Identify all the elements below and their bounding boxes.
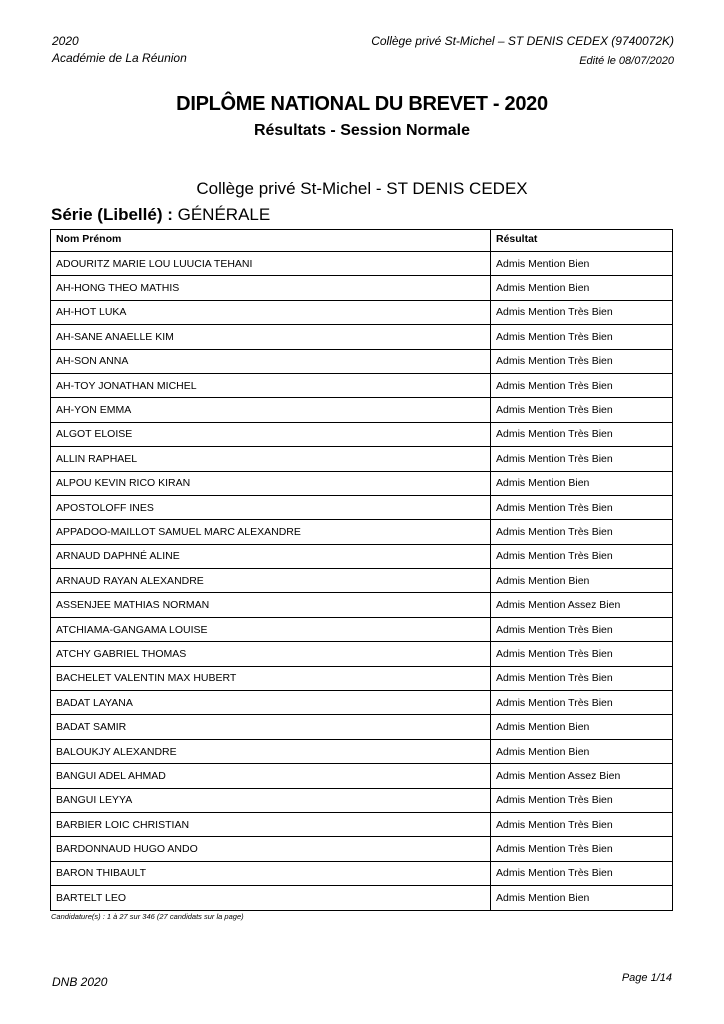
header-right <box>371 33 674 70</box>
candidate-result: Admis Mention Très Bien <box>491 422 673 446</box>
table-row <box>51 252 673 276</box>
results-table-body <box>51 252 673 911</box>
candidate-name: AH-SANE ANAELLE KIM <box>51 325 491 349</box>
candidate-result: Admis Mention Très Bien <box>491 812 673 836</box>
candidate-result: Admis Mention Bien <box>491 471 673 495</box>
candidate-result: Admis Mention Très Bien <box>491 788 673 812</box>
table-row <box>51 471 673 495</box>
candidate-result: Admis Mention Assez Bien <box>491 764 673 788</box>
table-row <box>51 788 673 812</box>
results-table <box>50 229 673 911</box>
table-row <box>51 886 673 910</box>
header-edited-date: Edité le 08/07/2020 <box>579 55 674 67</box>
candidate-name: ATCHIAMA-GANGAMA LOUISE <box>51 617 491 641</box>
candidate-name: ALLIN RAPHAEL <box>51 447 491 471</box>
table-row <box>51 666 673 690</box>
school-name: Collège privé St-Michel - ST DENIS CEDEX <box>196 179 528 198</box>
candidate-name: ARNAUD RAYAN ALEXANDRE <box>51 569 491 593</box>
table-row <box>51 373 673 397</box>
candidate-name: ARNAUD DAPHNÉ ALINE <box>51 544 491 568</box>
candidate-name: APOSTOLOFF INES <box>51 495 491 519</box>
serie-value: GÉNÉRALE <box>177 205 271 224</box>
table-row <box>51 495 673 519</box>
table-row <box>51 569 673 593</box>
candidate-result: Admis Mention Très Bien <box>491 691 673 715</box>
candidates-footnote: Candidature(s) : 1 à 27 sur 346 (27 candidats sur la page) <box>51 912 244 921</box>
candidate-result: Admis Mention Bien <box>491 276 673 300</box>
table-row <box>51 422 673 446</box>
table-row <box>51 837 673 861</box>
candidate-result: Admis Mention Très Bien <box>491 617 673 641</box>
page-title: DIPLÔME NATIONAL DU BREVET - 2020 <box>176 93 548 115</box>
table-row <box>51 276 673 300</box>
candidate-result: Admis Mention Très Bien <box>491 520 673 544</box>
candidate-result: Admis Mention Assez Bien <box>491 593 673 617</box>
candidate-name: BARTELT LEO <box>51 886 491 910</box>
table-row <box>51 812 673 836</box>
candidate-result: Admis Mention Bien <box>491 739 673 763</box>
candidate-result: Admis Mention Très Bien <box>491 398 673 422</box>
candidate-name: AH-HOT LUKA <box>51 300 491 324</box>
candidate-result: Admis Mention Très Bien <box>491 349 673 373</box>
header-school-code: Collège privé St-Michel – ST DENIS CEDEX (9740072K) <box>371 34 674 48</box>
candidate-name: BACHELET VALENTIN MAX HUBERT <box>51 666 491 690</box>
table-row <box>51 520 673 544</box>
candidate-name: ALPOU KEVIN RICO KIRAN <box>51 471 491 495</box>
table-row <box>51 398 673 422</box>
candidate-name: BARBIER LOIC CHRISTIAN <box>51 812 491 836</box>
candidate-name: ALGOT ELOISE <box>51 422 491 446</box>
column-header-result: Résultat <box>491 230 673 252</box>
candidate-name: AH-SON ANNA <box>51 349 491 373</box>
table-header-row <box>51 230 673 252</box>
candidate-name: BARON THIBAULT <box>51 861 491 885</box>
candidate-result: Admis Mention Très Bien <box>491 544 673 568</box>
candidate-name: ADOURITZ MARIE LOU LUUCIA TEHANI <box>51 252 491 276</box>
candidate-result: Admis Mention Très Bien <box>491 300 673 324</box>
candidate-result: Admis Mention Bien <box>491 886 673 910</box>
candidate-name: ASSENJEE MATHIAS NORMAN <box>51 593 491 617</box>
table-row <box>51 739 673 763</box>
table-row <box>51 617 673 641</box>
table-row <box>51 544 673 568</box>
candidate-result: Admis Mention Bien <box>491 569 673 593</box>
table-row <box>51 715 673 739</box>
column-header-name: Nom Prénom <box>51 230 491 252</box>
page-number: Page 1/14 <box>621 972 672 984</box>
candidate-result: Admis Mention Très Bien <box>491 373 673 397</box>
table-row <box>51 300 673 324</box>
serie-label: Série (Libellé) : <box>51 205 173 224</box>
candidate-result: Admis Mention Très Bien <box>491 325 673 349</box>
table-row <box>51 447 673 471</box>
header-academy: Académie de La Réunion <box>52 51 187 65</box>
candidate-name: BADAT SAMIR <box>51 715 491 739</box>
candidate-result: Admis Mention Très Bien <box>491 861 673 885</box>
table-row <box>51 642 673 666</box>
candidate-name: BANGUI LEYYA <box>51 788 491 812</box>
footer-label: DNB 2020 <box>52 975 108 989</box>
candidate-result: Admis Mention Très Bien <box>491 447 673 471</box>
table-row <box>51 691 673 715</box>
candidate-result: Admis Mention Très Bien <box>491 666 673 690</box>
candidate-name: ATCHY GABRIEL THOMAS <box>51 642 491 666</box>
candidate-result: Admis Mention Très Bien <box>491 495 673 519</box>
candidate-name: AH-YON EMMA <box>51 398 491 422</box>
table-row <box>51 593 673 617</box>
page-subtitle: Résultats - Session Normale <box>253 122 471 139</box>
candidate-name: BARDONNAUD HUGO ANDO <box>51 837 491 861</box>
table-row <box>51 325 673 349</box>
candidate-result: Admis Mention Bien <box>491 252 673 276</box>
candidate-name: BALOUKJY ALEXANDRE <box>51 739 491 763</box>
candidate-result: Admis Mention Bien <box>491 715 673 739</box>
table-row <box>51 349 673 373</box>
serie-line <box>51 205 270 225</box>
table-row <box>51 861 673 885</box>
candidate-name: BADAT LAYANA <box>51 691 491 715</box>
candidate-name: AH-TOY JONATHAN MICHEL <box>51 373 491 397</box>
header-left <box>52 33 187 67</box>
candidate-name: BANGUI ADEL AHMAD <box>51 764 491 788</box>
header-year: 2020 <box>52 34 79 48</box>
candidate-result: Admis Mention Très Bien <box>491 837 673 861</box>
candidate-name: APPADOO-MAILLOT SAMUEL MARC ALEXANDRE <box>51 520 491 544</box>
table-row <box>51 764 673 788</box>
candidate-result: Admis Mention Très Bien <box>491 642 673 666</box>
candidate-name: AH-HONG THEO MATHIS <box>51 276 491 300</box>
